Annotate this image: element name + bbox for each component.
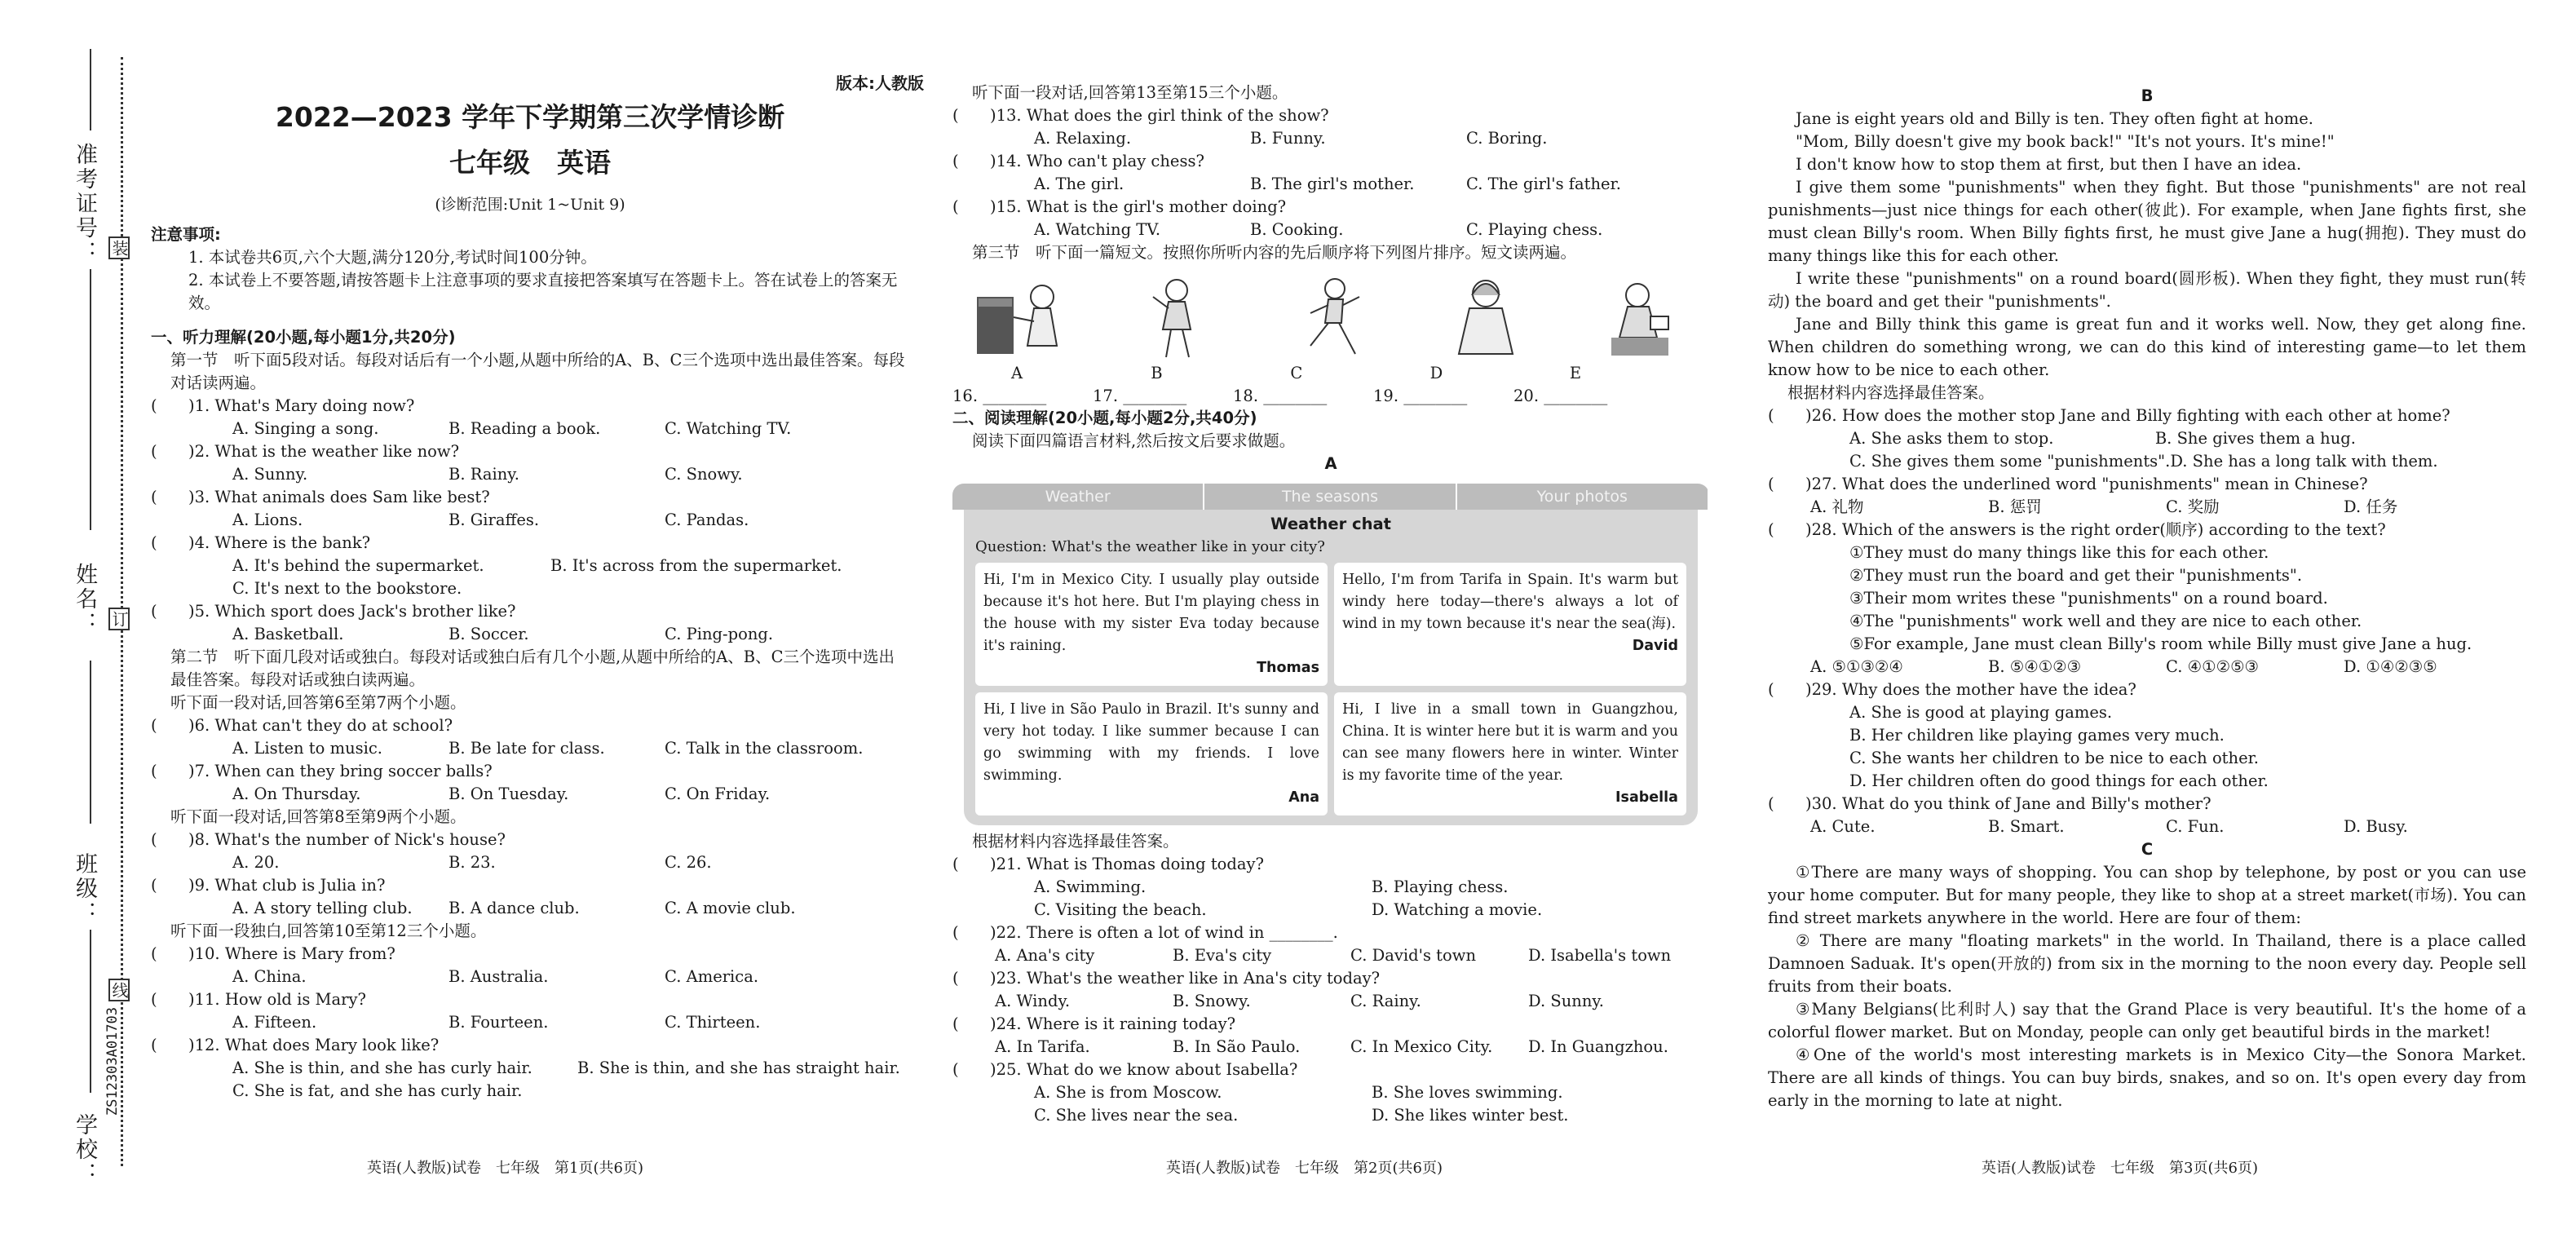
question-28-item: ①They must do many things like this for each other. [1849, 543, 2269, 562]
page-3-footer: 英语(人教版)试卷 七年级 第3页(共6页) [1982, 1160, 2258, 1177]
question-23: ( )23. What's the weather like in Ana's city today? [952, 969, 1381, 988]
tab-weather: Weather [952, 484, 1204, 510]
question-13: ( )13. What does the girl think of the show? [952, 106, 1329, 125]
options-9: A. A story telling club. B. A dance club. C. A movie club. [232, 899, 796, 917]
question-27: ( )27. What does the underlined word "punishments" mean in Chinese? [1768, 475, 2368, 493]
question-30: ( )30. What do you think of Jane and Billy's mother? [1768, 794, 2211, 813]
options-30: A. Cute. B. Smart. C. Fun. D. Busy. [1810, 817, 2408, 836]
question-9: ( )9. What club is Julia in? [151, 876, 386, 895]
options-26-ab: A. She asks them to stop. B. She gives them a hug. [1849, 429, 2356, 448]
passage-b-p3: I don't know how to stop them at first, but then I have an idea. [1796, 155, 2302, 174]
chat-question: Question: What's the weather like in your city? [975, 537, 1325, 555]
options-8: A. 20. B. 23. C. 26. [232, 853, 712, 872]
passage-b-p5: I write these "punishments" on a round board(圆形板). When they fight, they must run(转动) the board and get their "punishments". [1768, 269, 2526, 311]
binding-mark-xian: 线 [108, 979, 130, 1001]
exam-number-label: 准考证号： [72, 143, 97, 265]
options-25-cd: C. She lives near the sea. D. She likes winter best. [1034, 1106, 1569, 1125]
intro-10-12: 听下面一段独白,回答第10至第12三个小题。 [170, 922, 487, 940]
reading-heading: 二、阅读理解(20小题,每小题2分,共40分) [952, 409, 1257, 427]
question-12: ( )12. What does Mary look like? [151, 1036, 440, 1054]
post-ana: Hi, I live in São Paulo in Brazil. It's sunny and very hot today. I like summer because I can go swimming with my friends. I love swimming. Ana [975, 692, 1328, 815]
picture-b-dancing-girl [1124, 272, 1230, 362]
weather-tabs [952, 484, 1709, 510]
question-6: ( )6. What can't they do at school? [151, 716, 453, 735]
picture-e-reading-girl [1587, 272, 1693, 362]
listening-section-3: 第三节 听下面一篇短文。按照你所听内容的先后顺序将下列图片排序。短文读两遍。 [972, 243, 1577, 262]
page-2-footer: 英语(人教版)试卷 七年级 第2页(共6页) [1166, 1160, 1443, 1177]
options-4-c: C. It's next to the bookstore. [232, 579, 462, 598]
intro-8-9: 听下面一段对话,回答第8至第9两个小题。 [170, 807, 466, 826]
options-11: A. Fifteen. B. Fourteen. C. Thirteen. [232, 1013, 761, 1032]
question-21: ( )21. What is Thomas doing today? [952, 855, 1265, 873]
options-10: A. China. B. Australia. C. America. [232, 967, 759, 986]
passage-b-p2: "Mom, Billy doesn't give my book back!" "It's not yours. It's mine!" [1796, 132, 2335, 151]
class-blank [90, 930, 91, 1093]
options-25-ab: A. She is from Moscow. B. She loves swimming. [1034, 1083, 1563, 1102]
options-27: A. 礼物 B. 惩罚 C. 奖励 D. 任务 [1810, 497, 2398, 516]
question-2: ( )2. What is the weather like now? [151, 442, 460, 461]
options-12: A. She is thin, and she has curly hair. B. She is thin, and she has straight hair. [232, 1059, 900, 1077]
listening-section-2: 第二节 听下面几段对话或独白。每段对话或独白后有几个小题,从题中所给的A、B、C三个选项中选出最佳答案。每段对话或独白读两遍。 [170, 648, 895, 689]
passage-b-p6: Jane and Billy think this game is great fun and it works well. Now, they get along fine. When children do something wrong, we can do this kind of interesting game—to let them know how to be nice to each other. [1768, 315, 2526, 379]
binding-strip [0, 0, 143, 1242]
question-14: ( )14. Who can't play chess? [952, 152, 1204, 170]
exam-scope: (诊断范围:Unit 1~Unit 9) [435, 196, 625, 214]
question-29: ( )29. Why does the mother have the idea? [1768, 680, 2136, 699]
picture-d-sitting-girl [1433, 272, 1539, 362]
question-5: ( )5. Which sport does Jack's brother like? [151, 602, 516, 621]
question-22: ( )22. There is often a lot of wind in ________. [952, 923, 1338, 942]
picture-a-piano-girl [969, 272, 1075, 362]
passage-c-p1: ①There are many ways of shopping. You can shop by telephone, by post or you can use your home computer. But for many people, they like to shop at a street market(市场). You can find street markets anywhere in the world. Here are four of them: [1768, 863, 2526, 927]
options-3: A. Lions. B. Giraffes. C. Pandas. [232, 511, 749, 529]
options-13: A. Relaxing. B. Funny. C. Boring. [1034, 129, 1548, 148]
options-26-cd: C. She gives them some "punishments". D. She has a long talk with them. [1849, 452, 2438, 471]
options-7: A. On Thursday. B. On Tuesday. C. On Friday. [232, 785, 771, 803]
passage-c-p3: ③Many Belgians(比利时人) say that the Grand Place is very beautiful. It's the home of a colorful flower market. But on Monday, people can only get beautiful birds in the market! [1768, 1000, 2526, 1041]
notes-item: 2. 本试卷上不要答题,请按答题卡上注意事项的要求直接把答案填写在答题卡上。答在试卷上的答案无效。 [188, 271, 898, 312]
options-12-c: C. She is fat, and she has curly hair. [232, 1081, 523, 1100]
class-label: 班级： [72, 852, 97, 926]
exam-number-blank [90, 49, 91, 130]
picture-row [952, 264, 1709, 362]
exam-title: 2022—2023 学年下学期第三次学情诊断 [275, 101, 785, 133]
question-28: ( )28. Which of the answers is the right order(顺序) according to the text? [1768, 520, 2386, 539]
tab-photos: Your photos [1457, 484, 1709, 510]
name-blank [90, 661, 91, 824]
options-23: A. Windy. B. Snowy. C. Rainy. D. Sunny. [995, 992, 1604, 1010]
passage-b-p1: Jane is eight years old and Billy is ten. They often fight at home. [1796, 109, 2313, 128]
options-4: A. It's behind the supermarket. B. It's across from the supermarket. [232, 556, 842, 575]
passage-a-label: A [1324, 454, 1337, 473]
reading-intro: 阅读下面四篇语言材料,然后按文后要求做题。 [972, 431, 1296, 450]
options-5: A. Basketball. B. Soccer. C. Ping-pong. [232, 625, 774, 643]
intro-6-7: 听下面一段对话,回答第6至第7两个小题。 [170, 693, 466, 712]
options-21-ab: A. Swimming. B. Playing chess. [1034, 877, 1509, 896]
passage-c-label: C [2141, 840, 2154, 859]
paper-code: ZS12303A01703 [104, 1007, 121, 1116]
page-1-column [151, 223, 909, 1103]
options-1: A. Singing a song. B. Reading a book. C. Watching TV. [232, 419, 792, 438]
passage-b-label: B [2141, 86, 2154, 105]
options-15: A. Watching TV. B. Cooking. C. Playing chess. [1034, 220, 1603, 239]
question-7: ( )7. When can they bring soccer balls? [151, 762, 493, 780]
question-28-item: ③Their mom writes these "punishments" on a round board. [1849, 589, 2328, 608]
question-1: ( )1. What's Mary doing now? [151, 396, 415, 415]
name-label: 姓名： [72, 563, 97, 636]
question-10: ( )10. Where is Mary from? [151, 944, 395, 963]
passage-b-p4: I give them some "punishments" when they fight. But those "punishments" are not real punishments—just nice things for each other(彼此). For example, when Jane fights first, she must clean Billy's room. When Billy fights first, he must give Jane a hug(拥抱). They must do many things like this for each other. [1768, 178, 2526, 265]
passage-b-instruction: 根据材料内容选择最佳答案。 [1787, 383, 1995, 402]
options-28: A. ⑤①③②④ B. ⑤④①②③ C. ④①②⑤③ D. ①④②③⑤ [1810, 657, 2437, 676]
picture-labels: A B C D E [1011, 364, 1582, 382]
picture-c-running-girl [1278, 272, 1384, 362]
weather-chat-panel [964, 510, 1698, 825]
options-22: A. Ana's city B. Eva's city C. David's town D. Isabella's town [995, 946, 1672, 965]
question-25: ( )25. What do we know about Isabella? [952, 1060, 1298, 1079]
post-thomas: Hi, I'm in Mexico City. I usually play outside because it's hot here. But I'm playing chess in the house with my sister Eva today because it's raining. Thomas [975, 563, 1328, 686]
options-21-cd: C. Visiting the beach. D. Watching a movie. [1034, 900, 1543, 919]
options-24: A. In Tarifa. B. In São Paulo. C. In Mexico City. D. In Guangzhou. [995, 1037, 1668, 1056]
question-28-item: ④The "punishments" work well and they are nice to each other. [1849, 612, 2362, 630]
chat-title: Weather chat [1270, 515, 1391, 533]
options-6: A. Listen to music. B. Be late for class. C. Talk in the classroom. [232, 739, 864, 758]
question-24: ( )24. Where is it raining today? [952, 1014, 1236, 1033]
options-2: A. Sunny. B. Rainy. C. Snowy. [232, 465, 743, 484]
option-29c: C. She wants her children to be nice to each other. [1849, 749, 2259, 767]
post-david: Hello, I'm from Tarifa in Spain. It's warm but windy here today—there's always a lot of wind in my town because it's near the sea(海). David [1334, 563, 1686, 686]
passage-c-p2: ② There are many "floating markets" in the world. In Thailand, there is a place called Damnoen Saduak. It's open(开放的) from six in the morning to the noon every day. People sell fruits from their boats. [1768, 931, 2526, 996]
question-8: ( )8. What's the number of Nick's house? [151, 830, 506, 849]
exam-subtitle: 七年级 英语 [449, 147, 611, 179]
page-1-footer: 英语(人教版)试卷 七年级 第1页(共6页) [367, 1160, 643, 1177]
listening-section-1: 第一节 听下面5段对话。每段对话后有一个小题,从题中所给的A、B、C三个选项中选出最佳答案。每段对话读两遍。 [170, 351, 905, 392]
school-label: 学校： [72, 1113, 97, 1187]
binding-mark-zhuang: 装 [108, 236, 130, 259]
tab-seasons: The seasons [1204, 484, 1456, 510]
passage-a-instruction: 根据材料内容选择最佳答案。 [972, 832, 1179, 851]
answer-blanks: 16. ________ 17. ________ 18. ________ 19. ________ 20. ________ [952, 386, 1608, 405]
binding-mark-ding: 订 [108, 608, 130, 630]
version-label: 版本:人教版 [836, 73, 924, 93]
option-29a: A. She is good at playing games. [1849, 703, 2113, 722]
listening-heading: 一、听力理解(20小题,每小题1分,共20分) [151, 328, 456, 347]
question-28-item: ⑤For example, Jane must clean Billy's room while Billy must give Jane a hug. [1849, 634, 2472, 653]
notes-title: 注意事项: [151, 225, 221, 244]
option-29d: D. Her children often do good things for each other. [1849, 771, 2269, 790]
question-28-item: ②They must run the board and get their "punishments". [1849, 566, 2303, 585]
options-14: A. The girl. B. The girl's mother. C. The girl's father. [1034, 175, 1621, 193]
question-3: ( )3. What animals does Sam like best? [151, 488, 490, 506]
page-3-column [1768, 85, 2526, 1112]
question-15: ( )15. What is the girl's mother doing? [952, 197, 1287, 216]
question-26: ( )26. How does the mother stop Jane and Billy fighting with each other at home? [1768, 406, 2450, 425]
exam-number-blank-lower [90, 269, 91, 530]
passage-c-p4: ④One of the world's most interesting markets is in Mexico City—the Sonora Market. There are all kinds of things. You can buy birds, snakes, and so on. It's open every day from early in the morning to late at night. [1768, 1045, 2526, 1110]
intro-13-15: 听下面一段对话,回答第13至第15三个小题。 [972, 83, 1288, 102]
question-4: ( )4. Where is the bank? [151, 533, 371, 552]
notes-item: 1. 本试卷共6页,六个大题,满分120分,考试时间100分钟。 [188, 248, 597, 267]
option-29b: B. Her children like playing games very much. [1849, 726, 2225, 745]
post-isabella: Hi, I live in a small town in Guangzhou, China. It is winter here but it is warm and you can see many flowers here in winter. Winter is my favorite time of the year. Isabella [1334, 692, 1686, 815]
page-2-column [952, 82, 1709, 1127]
question-11: ( )11. How old is Mary? [151, 990, 366, 1009]
